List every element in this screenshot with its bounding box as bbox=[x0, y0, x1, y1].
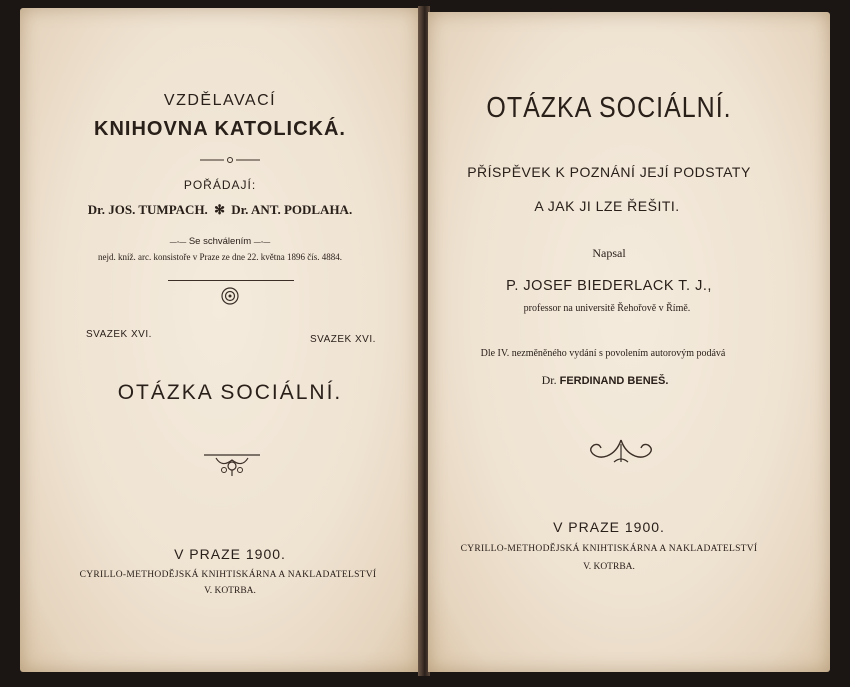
author-role: professor na universitě Řehořově v Římě. bbox=[523, 303, 691, 314]
editor-1: Dr. JOS. TUMPACH. bbox=[87, 202, 208, 217]
publisher-name: CYRILLO-METHODĚJSKÁ KNIHTISKÁRNA A NAKLADATELSTVÍ bbox=[460, 544, 758, 554]
place-year: V PRAZE 1900. bbox=[174, 546, 286, 562]
translator-prefix: Dr. bbox=[541, 373, 557, 387]
half-title: OTÁZKA SOCIÁLNÍ. bbox=[117, 381, 343, 404]
place-year: V PRAZE 1900. bbox=[553, 519, 665, 535]
series-name-line2: KNIHOVNA KATOLICKÁ. bbox=[94, 118, 346, 140]
series-name-line1: VZDĚLAVACÍ bbox=[163, 92, 277, 109]
volume-label-left: SVAZEK XVI. bbox=[86, 329, 152, 340]
printer-name: V. KOTRBA. bbox=[583, 562, 635, 572]
spiral-ornament bbox=[220, 286, 240, 306]
written-by: Napsal bbox=[592, 246, 626, 260]
scroll-ornament bbox=[586, 438, 656, 466]
subtitle-line1: PŘÍSPĚVEK K POZNÁNÍ JEJÍ PODSTATY bbox=[467, 164, 751, 180]
editors-line bbox=[20, 202, 420, 218]
approval-line1 bbox=[20, 236, 420, 247]
approval-text: Se schválením bbox=[188, 236, 252, 247]
right-page bbox=[428, 12, 830, 672]
editors-label: POŘÁDAJÍ: bbox=[183, 178, 257, 192]
asterisk-separator: ✻ bbox=[214, 202, 225, 217]
main-title: OTÁZKA SOCIÁLNÍ. bbox=[486, 91, 732, 125]
approval-ornament-right: —◦— bbox=[253, 239, 271, 246]
approval-line2: nejd. kníž. arc. konsistoře v Praze ze dne 22. května 1896 čís. 4884. bbox=[98, 252, 342, 262]
subtitle-line2: A JAK JI LZE ŘEŠITI. bbox=[534, 198, 680, 214]
publisher-name: CYRILLO-METHODĚJSKÁ KNIHTISKÁRNA A NAKLADATELSTVÍ bbox=[79, 570, 377, 580]
edition-note: Dle IV. nezměněného vydání s povolením autorovým podává bbox=[480, 348, 726, 359]
horizontal-rule bbox=[168, 280, 294, 281]
printer-name: V. KOTRBA. bbox=[204, 586, 256, 596]
divider-ornament bbox=[200, 156, 260, 164]
author-name: P. JOSEF BIEDERLACK T. J., bbox=[506, 278, 712, 294]
translator-name: FERDINAND BENEŠ. bbox=[559, 375, 669, 387]
floral-ornament bbox=[204, 452, 260, 478]
approval-ornament-left: —◦— bbox=[169, 239, 187, 246]
left-page bbox=[20, 8, 420, 672]
editor-2: Dr. ANT. PODLAHA. bbox=[231, 202, 353, 217]
translator-line bbox=[404, 373, 806, 388]
volume-label-right: SVAZEK XVI. bbox=[310, 334, 376, 345]
